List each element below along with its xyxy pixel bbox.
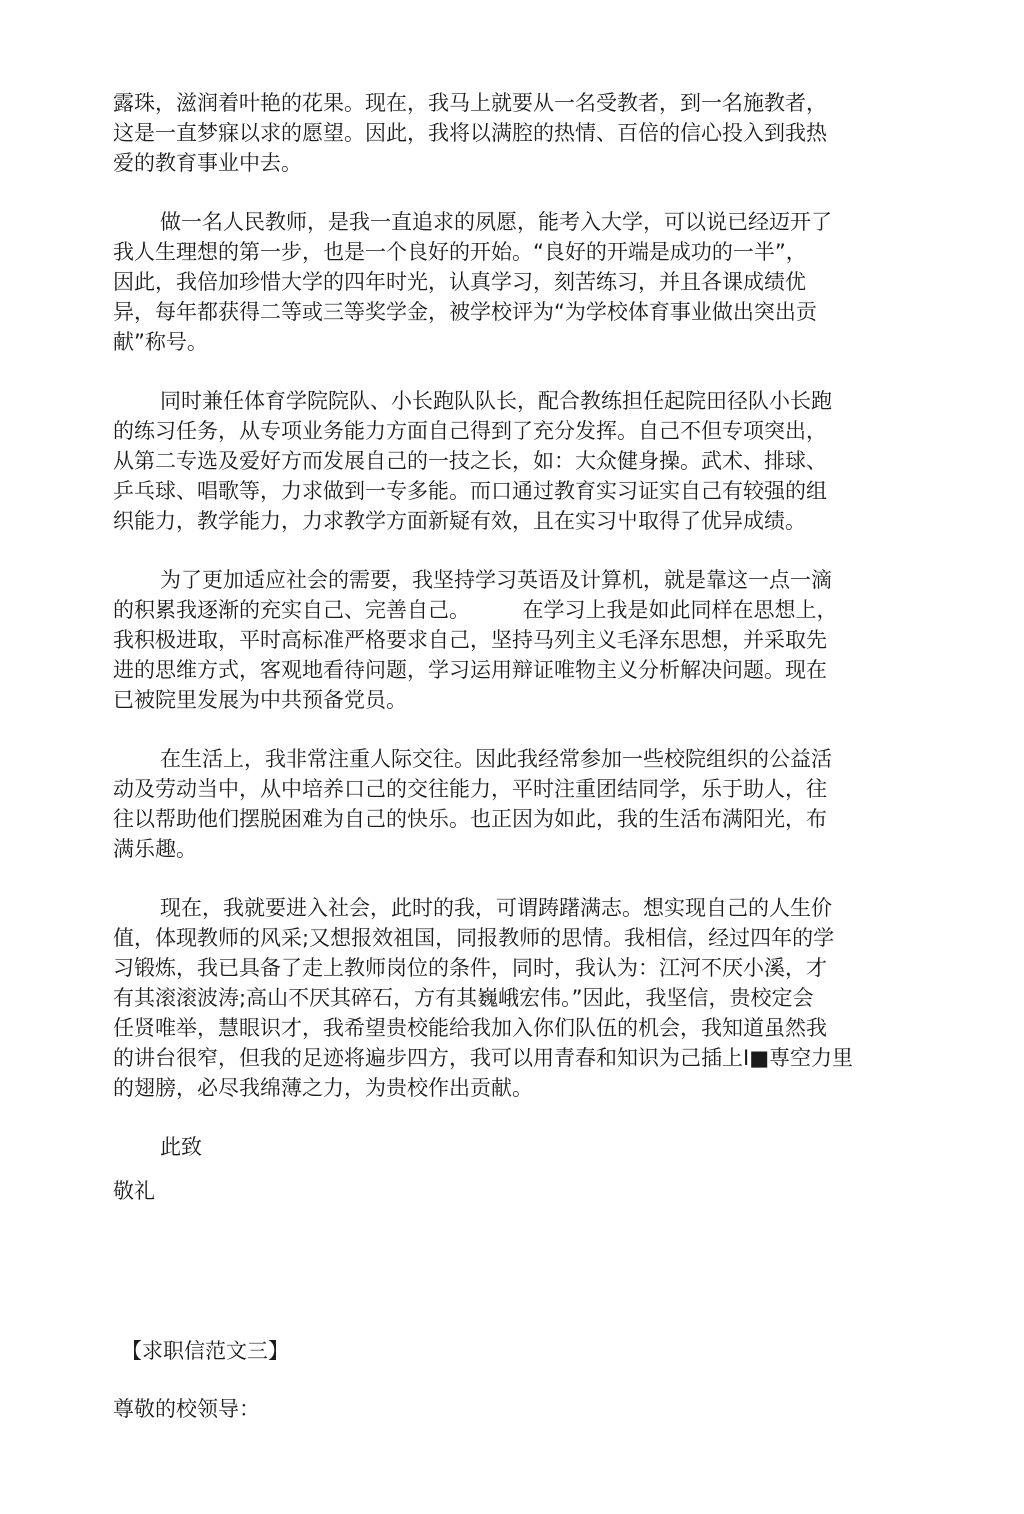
text-line: 的积累我逐渐的充实自己、完善自己。 在学习上我是如此同样在思想上， (113, 598, 838, 622)
text-line: 从第二专选及爱好方而发展自己的一技之长，如：大众健身操。武术、排球、 (113, 449, 827, 473)
letter-body (113, 88, 893, 1206)
text-line: 进的思维方式，客观地看待问题，学习运用辩证唯物主义分析解决问题。现在 (113, 658, 827, 682)
text-line: 露珠，滋润着叶艳的花果。现在，我马上就要从一名受教者，到一名施教者， (113, 91, 827, 115)
text-line: 同时兼任体育学院院队、小长跑队队长，配合教练担任起院田径队小长跑 (160, 389, 832, 413)
text-line: 满乐趣。 (113, 837, 197, 861)
text-line: 异，每年都获得二等或三等奖学金，被学校评为“为学校体育事业做出突出贡 (113, 300, 817, 324)
text-line: 爱的教育事业中去。 (113, 151, 302, 175)
paragraph (113, 207, 893, 357)
paragraph (113, 565, 893, 715)
text-line: 献”称号。 (113, 330, 208, 354)
closing-salutation: 敬礼 (113, 1179, 155, 1203)
text-line: 任贤唯举，慧眼识才，我希望贵校能给我加入你们队伍的机会，我知道虽然我 (113, 1016, 827, 1040)
text-line: 值，体现教师的风采;又想报效祖国，同报教师的思情。我相信，经过四年的学 (113, 926, 835, 950)
text-line: 的翅膀，必尽我绵薄之力，为贵校作出贡献。 (113, 1076, 533, 1100)
text-line: 已被院里发展为中共预备党员。 (113, 688, 407, 712)
text-line: 往以帮助他们摆脱困难为自己的快乐。也正因为如此，我的生活布满阳光，布 (113, 807, 827, 831)
text-line: 有其滚滚波涛;高山不厌其碎石，方有其巍峨宏伟。”因此，我坚信，贵校定会 (113, 986, 814, 1010)
text-line: 我人生理想的第一步，也是一个良好的开始。“良好的开端是成功的一半”， (113, 240, 807, 264)
letter-salutation: 尊敬的校领导： (113, 1397, 260, 1421)
text-line: 做一名人民教师，是我一直追求的夙愿，能考入大学，可以说已经迈开了 (160, 210, 832, 234)
paragraph (113, 893, 893, 1103)
text-line: 动及劳动当中，从中培养口己的交往能力，平时注重团结同学，乐于助人，往 (113, 777, 827, 801)
text-line: 的练习任务，从专项业务能力方面自己得到了充分发挥。自己不但专项突出， (113, 419, 827, 443)
text-line: 的讲台很窄，但我的足迹将遍步四方，我可以用青春和知识为己插上I■専空力里 (113, 1046, 854, 1070)
text-line: 我积极进取，平时高标准严格要求自己，坚持马列主义毛泽东思想，并采取先 (113, 628, 827, 652)
text-line: 因此，我倍加珍惜大学的四年时光，认真学习，刻苦练习，并且各课成绩优 (113, 270, 806, 294)
closing-phrase: 此致 (160, 1135, 202, 1159)
text-line: 现在，我就要进入社会，此时的我，可谓踌躇满志。想实现自己的人生价 (160, 896, 832, 920)
paragraph (113, 88, 893, 178)
text-line: 为了更加适应社会的需要，我坚持学习英语及计算机，就是靠这一点一滴 (160, 568, 832, 592)
paragraph (113, 744, 893, 864)
text-line: 这是一直梦寐以求的愿望。因此，我将以满腔的热情、百倍的信心投入到我热 (113, 121, 827, 145)
section-heading: 【求职信范文三】 (121, 1339, 289, 1363)
text-line: 习锻炼，我已具备了走上教师岗位的条件，同时，我认为：江河不厌小溪，才 (113, 956, 827, 980)
text-line: 在生活上，我非常注重人际交往。因此我经常参加一些校院组织的公益活 (160, 747, 832, 771)
text-line: 乒乓球、唱歌等，力求做到一专多能。而口通过教育实习证实自己有较强的组 (113, 479, 827, 503)
text-line: 织能力，教学能力，力求教学方面新疑有效，且在实习屮取得了优异成绩。 (113, 509, 806, 533)
paragraph (113, 386, 893, 536)
